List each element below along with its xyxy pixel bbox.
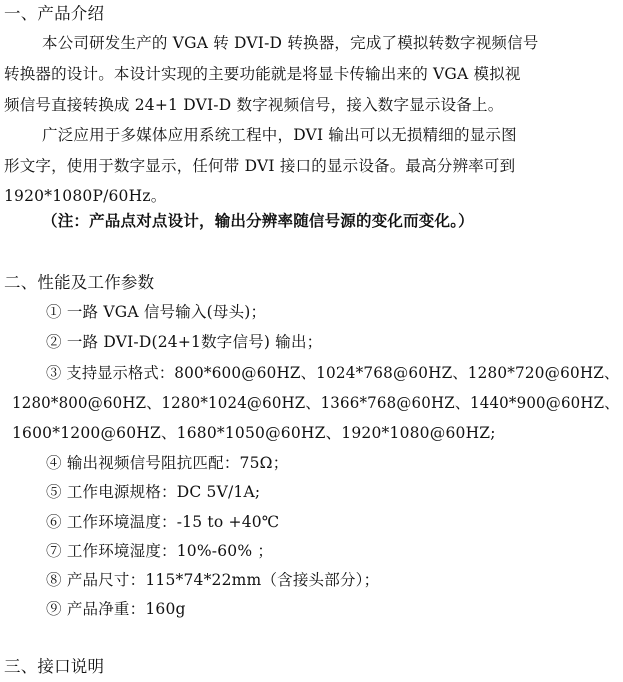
intro-paragraph-line-1: 本公司研发生产的 VGA 转 DVI-D 转换器，完成了模拟转数字视频信号 (42, 34, 539, 52)
section-heading-interface: 三、接口说明 (4, 657, 105, 676)
spec-item: ⑦ 工作环境湿度：10%-60% ； (46, 542, 274, 560)
resolution-note: （注：产品点对点设计，输出分辨率随信号源的变化而变化。） (42, 211, 474, 230)
intro-paragraph-line-3: 频信号直接转换成 24+1 DVI-D 数字视频信号，接入数字显示设备上。 (4, 96, 504, 114)
spec-item: ⑧ 产品尺寸：115*74*22mm（含接头部分）； (46, 571, 380, 589)
spec-item-continuation: 1600*1200@60HZ、1680*1050@60HZ、1920*1080@60HZ; (12, 424, 496, 442)
spec-item: ⑥ 工作环境温度：-15 to +40℃ (46, 513, 280, 531)
section-heading-specs: 二、性能及工作参数 (4, 273, 155, 292)
spec-item: ⑨ 产品净重：160g (46, 600, 186, 618)
spec-item-continuation: 1280*800@60HZ、1280*1024@60HZ、1366*768@60HZ、1440*900@60HZ、 (12, 394, 620, 412)
section-heading-product-intro: 一、产品介绍 (4, 4, 105, 23)
spec-item: ② 一路 DVI-D(24+1数字信号) 输出； (46, 333, 323, 351)
spec-item: ③ 支持显示格式：800*600@60HZ、1024*768@60HZ、1280*720@60HZ、 (46, 364, 620, 382)
spec-item: ① 一路 VGA 信号输入(母头)； (46, 303, 267, 321)
intro-paragraph-line-2: 转换器的设计。本设计实现的主要功能就是将显卡传输出来的 VGA 模拟视 (4, 65, 521, 83)
application-paragraph-line-2: 形文字，使用于数字显示，任何带 DVI 接口的显示设备。最高分辨率可到 (4, 157, 516, 175)
application-paragraph-line-3: 1920*1080P/60Hz。 (4, 187, 167, 205)
spec-item: ⑤ 工作电源规格：DC 5V/1A; (46, 483, 261, 501)
spec-item: ④ 输出视频信号阻抗匹配：75Ω； (46, 454, 289, 472)
application-paragraph-line-1: 广泛应用于多媒体应用系统工程中，DVI 输出可以无损精细的显示图 (42, 126, 517, 144)
